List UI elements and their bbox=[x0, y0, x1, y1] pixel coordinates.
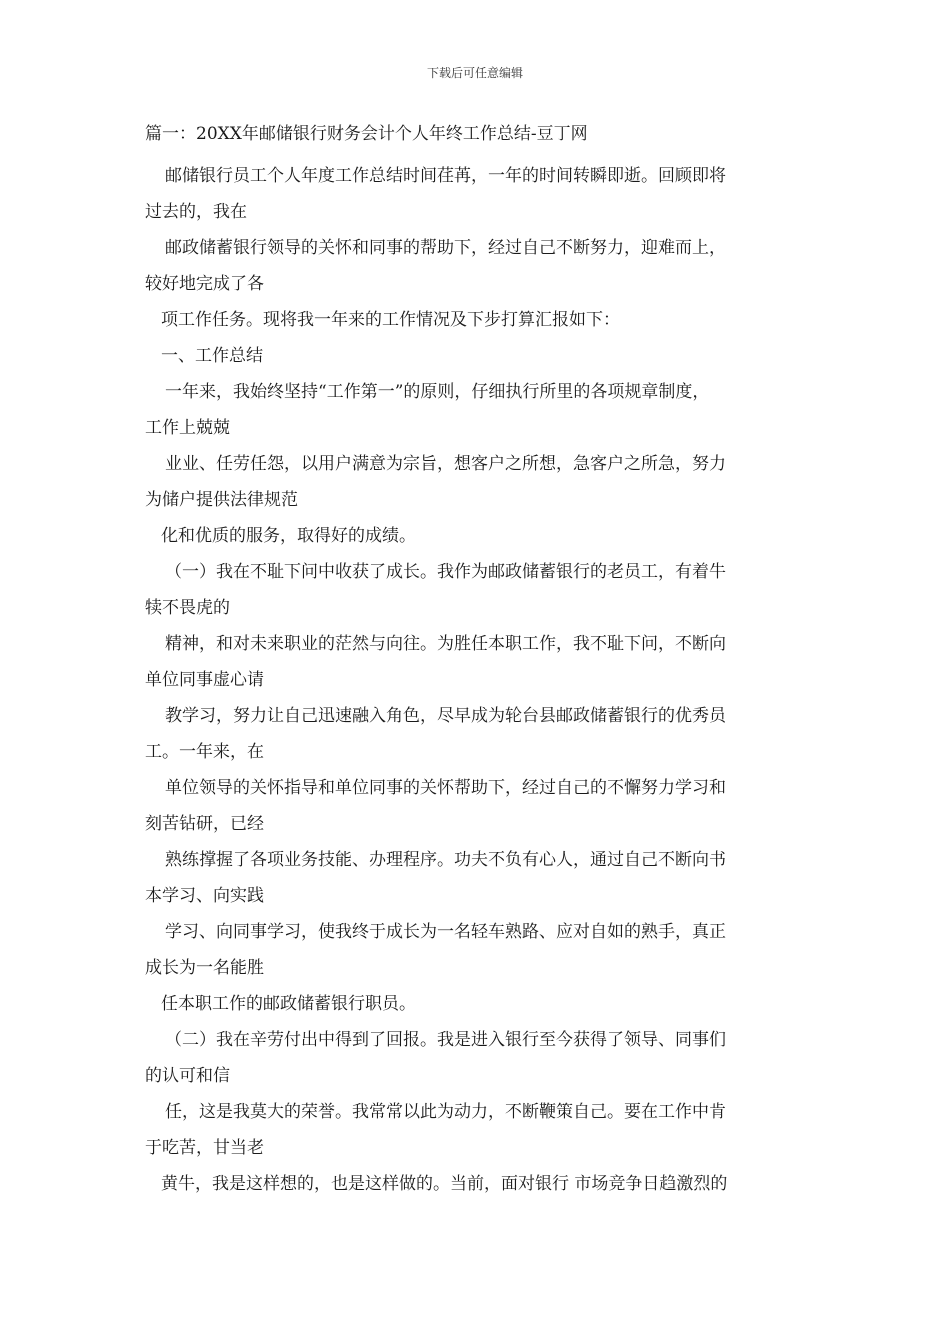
paragraph-line bbox=[145, 446, 810, 518]
paragraph-line bbox=[145, 842, 810, 914]
paragraph-line bbox=[145, 914, 810, 986]
text-line-continuation: 刻苦钻研，已经 bbox=[145, 814, 264, 834]
section-heading: 一、工作总结 bbox=[161, 346, 263, 366]
text-line: 学习、向同事学习，使我终于成长为一名轻车熟路、应对自如的熟手，真正 bbox=[165, 922, 726, 942]
text-line: 化和优质的服务，取得好的成绩。 bbox=[161, 526, 416, 546]
text-line-continuation: 本学习、向实践 bbox=[145, 886, 264, 906]
text-line: 单位领导的关怀指导和单位同事的关怀帮助下，经过自己的不懈努力学习和 bbox=[165, 778, 726, 798]
paragraph-line bbox=[145, 626, 810, 698]
paragraph-line bbox=[145, 770, 810, 842]
text-line-continuation: 工作上兢兢 bbox=[145, 418, 230, 438]
text-line-continuation: 犊不畏虎的 bbox=[145, 598, 230, 618]
text-line: 精神，和对未来职业的茫然与向往。为胜任本职工作，我不耻下问，不断向 bbox=[165, 634, 726, 654]
page-header: 下载后可任意编辑 bbox=[426, 66, 523, 80]
text-line: 邮储银行员工个人年度工作总结时间荏苒，一年的时间转瞬即逝。回顾即将 bbox=[165, 166, 726, 186]
paragraph-line bbox=[145, 1094, 810, 1166]
text-line-continuation: 较好地完成了各 bbox=[145, 274, 264, 294]
paragraph-line bbox=[145, 554, 810, 626]
text-line: 任，这是我莫大的荣誉。我常常以此为动力，不断鞭策自己。要在工作中肯 bbox=[165, 1102, 726, 1122]
paragraph-line bbox=[145, 230, 810, 302]
paragraph-line bbox=[145, 698, 810, 770]
text-line: 黄牛，我是这样想的，也是这样做的。当前，面对银行 市场竞争日趋激烈的 bbox=[161, 1174, 728, 1194]
text-line: （一）我在不耻下问中收获了成长。我作为邮政储蓄银行的老员工，有着牛 bbox=[165, 562, 726, 582]
text-line-continuation: 过去的，我在 bbox=[145, 202, 247, 222]
text-line-continuation: 的认可和信 bbox=[145, 1066, 230, 1086]
text-line: 教学习，努力让自己迅速融入角色，尽早成为轮台县邮政储蓄银行的优秀员 bbox=[165, 706, 726, 726]
text-line-continuation: 单位同事虚心请 bbox=[145, 670, 264, 690]
text-line: 项工作任务。现将我一年来的工作情况及下步打算汇报如下： bbox=[161, 310, 620, 330]
document-title: 篇一：20XX年邮储银行财务会计个人年终工作总结-豆丁网 bbox=[145, 124, 588, 144]
text-line: 邮政储蓄银行领导的关怀和同事的帮助下，经过自己不断努力，迎难而上， bbox=[165, 238, 726, 258]
text-line-continuation: 成长为一名能胜 bbox=[145, 958, 264, 978]
text-line-continuation: 为储户提供法律规范 bbox=[145, 490, 298, 510]
text-line: 熟练撑握了各项业务技能、办理程序。功夫不负有心人，通过自己不断向书 bbox=[165, 850, 726, 870]
document-body bbox=[145, 122, 810, 1202]
text-line: （二）我在辛劳付出中得到了回报。我是进入银行至今获得了领导、同事们 bbox=[165, 1030, 726, 1050]
text-line-continuation: 于吃苦，甘当老 bbox=[145, 1138, 264, 1158]
paragraph-line bbox=[145, 374, 810, 446]
text-line: 业业、任劳任怨，以用户满意为宗旨，想客户之所想，急客户之所急，努力 bbox=[165, 454, 726, 474]
text-line: 任本职工作的邮政储蓄银行职员。 bbox=[161, 994, 416, 1014]
text-line: 一年来，我始终坚持“工作第一”的原则，仔细执行所里的各项规章制度， bbox=[165, 382, 710, 402]
paragraph-line bbox=[145, 1022, 810, 1094]
paragraph-line bbox=[145, 158, 810, 230]
text-line-continuation: 工。一年来，在 bbox=[145, 742, 264, 762]
